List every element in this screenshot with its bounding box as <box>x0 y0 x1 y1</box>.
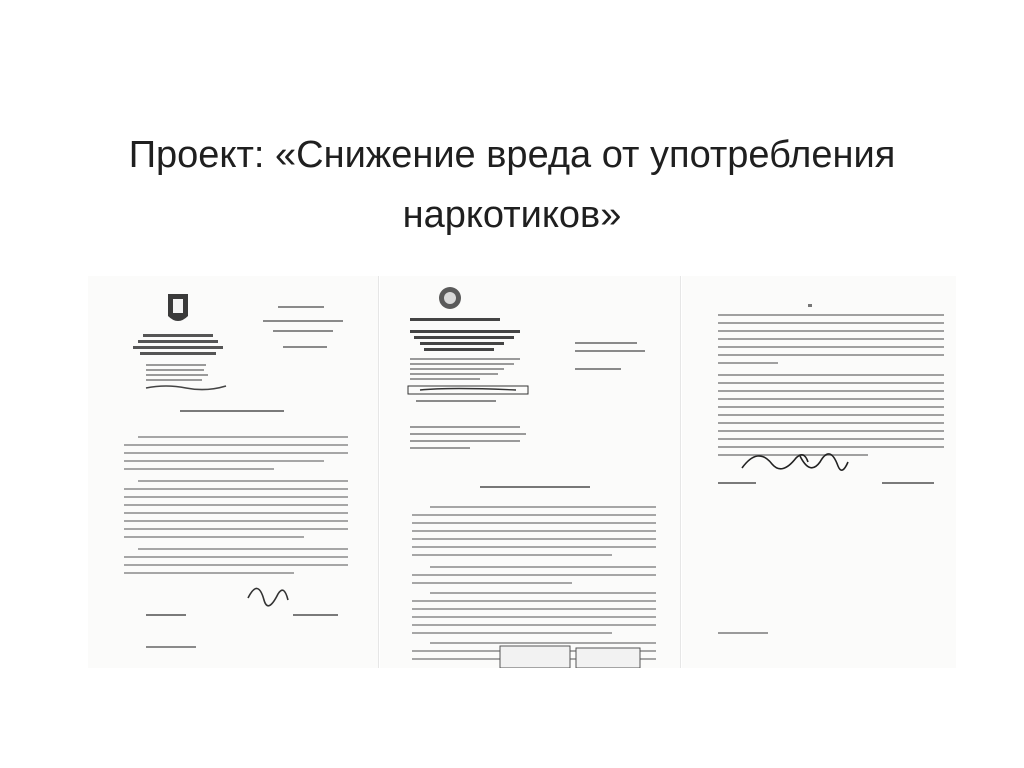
scanned-letter-continuation <box>682 276 956 668</box>
slide-title: Проект: «Снижение вреда от употребления наркотиков» <box>128 134 896 237</box>
signature-icon <box>248 588 288 605</box>
eagle-emblem-icon <box>439 287 461 309</box>
document-scan-3 <box>682 276 956 668</box>
signature-icon <box>742 454 848 470</box>
document-scan-1 <box>88 276 378 668</box>
scanned-documents <box>88 276 956 668</box>
document-scan-2 <box>380 276 680 668</box>
scanned-letter-rospotrebnadzor <box>380 276 680 668</box>
scanned-letter-ministry <box>88 276 378 668</box>
coat-of-arms-icon <box>168 294 188 321</box>
